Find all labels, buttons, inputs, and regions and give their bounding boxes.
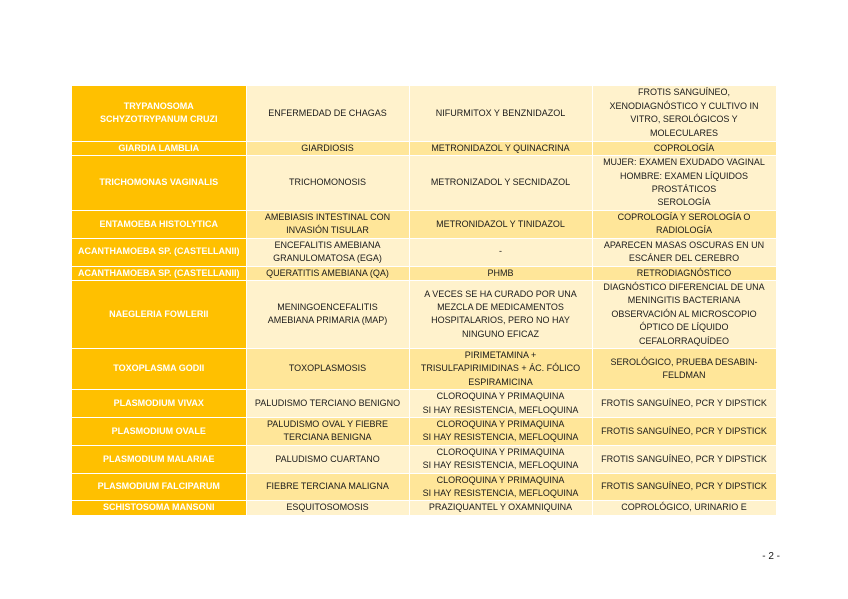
diagnosis-cell: COPROLOGÍA Y SEROLOGÍA O RADIOLOGÍA	[592, 210, 776, 238]
treatment-cell: CLOROQUINA Y PRIMAQUINA SI HAY RESISTENCIA, MEFLOQUINA	[409, 473, 592, 501]
table-row	[72, 238, 776, 266]
organism-cell: PLASMODIUM MALARIAE	[72, 445, 246, 473]
treatment-cell: PRAZIQUANTEL Y OXAMNIQUINA	[409, 501, 592, 515]
organism-cell: ACANTHAMOEBA SP. (CASTELLANII)	[72, 238, 246, 266]
diagnosis-cell: COPROLÓGICO, URINARIO E	[592, 501, 776, 515]
treatment-cell: CLOROQUINA Y PRIMAQUINA SI HAY RESISTENCIA, MEFLOQUINA	[409, 390, 592, 418]
disease-cell: QUERATITIS AMEBIANA (QA)	[246, 266, 409, 280]
diagnosis-cell: SEROLÓGICO, PRUEBA DESABIN- FELDMAN	[592, 348, 776, 389]
table-row	[72, 141, 776, 155]
diagnosis-cell: FROTIS SANGUÍNEO, PCR Y DIPSTICK	[592, 473, 776, 501]
table-row	[72, 155, 776, 210]
diagnosis-cell: FROTIS SANGUÍNEO, PCR Y DIPSTICK	[592, 418, 776, 446]
diagnosis-cell: DIAGNÓSTICO DIFERENCIAL DE UNA MENINGITIS BACTERIANA OBSERVACIÓN AL MICROSCOPIO ÓPTICO DE LÍQUIDO CEFALORRAQUÍDEO	[592, 280, 776, 348]
diagnosis-cell: MUJER: EXAMEN EXUDADO VAGINAL HOMBRE: EXAMEN LÍQUIDOS PROSTÁTICOS SEROLOGÍA	[592, 155, 776, 210]
organism-cell: ACANTHAMOEBA SP. (CASTELLANII)	[72, 266, 246, 280]
treatment-cell: A VECES SE HA CURADO POR UNA MEZCLA DE MEDICAMENTOS HOSPITALARIOS, PERO NO HAY NINGUNO EFICAZ	[409, 280, 592, 348]
diagnosis-cell: FROTIS SANGUÍNEO, XENODIAGNÓSTICO Y CULTIVO IN VITRO, SEROLÓGICOS Y MOLECULARES	[592, 86, 776, 141]
organism-cell: PLASMODIUM FALCIPARUM	[72, 473, 246, 501]
disease-cell: ENFERMEDAD DE CHAGAS	[246, 86, 409, 141]
disease-cell: TRICHOMONOSIS	[246, 155, 409, 210]
table-row	[72, 348, 776, 389]
organism-cell: GIARDIA LAMBLIA	[72, 141, 246, 155]
organism-cell: TRYPANOSOMA SCHYZOTRYPANUM CRUZI	[72, 86, 246, 141]
diagnosis-cell: RETRODIAGNÓSTICO	[592, 266, 776, 280]
organism-cell: PLASMODIUM OVALE	[72, 418, 246, 446]
parasite-table-body	[72, 86, 776, 515]
diagnosis-cell: COPROLOGÍA	[592, 141, 776, 155]
treatment-cell: PIRIMETAMINA + TRISULFAPIRIMIDINAS + ÁC. FÓLICO ESPIRAMICINA	[409, 348, 592, 389]
disease-cell: AMEBIASIS INTESTINAL CON INVASIÓN TISULAR	[246, 210, 409, 238]
table-row	[72, 390, 776, 418]
diagnosis-cell: FROTIS SANGUÍNEO, PCR Y DIPSTICK	[592, 445, 776, 473]
table-row	[72, 501, 776, 515]
treatment-cell: -	[409, 238, 592, 266]
treatment-cell: METRONIZADOL Y SECNIDAZOL	[409, 155, 592, 210]
disease-cell: ENCEFALITIS AMEBIANA GRANULOMATOSA (EGA)	[246, 238, 409, 266]
diagnosis-cell: APARECEN MASAS OSCURAS EN UN ESCÁNER DEL CEREBRO	[592, 238, 776, 266]
page-number: - 2 -	[762, 551, 780, 562]
treatment-cell: CLOROQUINA Y PRIMAQUINA SI HAY RESISTENCIA, MEFLOQUINA	[409, 418, 592, 446]
disease-cell: MENINGOENCEFALITIS AMEBIANA PRIMARIA (MAP)	[246, 280, 409, 348]
organism-cell: PLASMODIUM VIVAX	[72, 390, 246, 418]
organism-cell: SCHISTOSOMA MANSONI	[72, 501, 246, 515]
disease-cell: PALUDISMO OVAL Y FIEBRE TERCIANA BENIGNA	[246, 418, 409, 446]
disease-cell: PALUDISMO TERCIANO BENIGNO	[246, 390, 409, 418]
organism-cell: TOXOPLASMA GODII	[72, 348, 246, 389]
treatment-cell: METRONIDAZOL Y QUINACRINA	[409, 141, 592, 155]
disease-cell: TOXOPLASMOSIS	[246, 348, 409, 389]
organism-cell: ENTAMOEBA HISTOLYTICA	[72, 210, 246, 238]
disease-cell: GIARDIOSIS	[246, 141, 409, 155]
disease-cell: FIEBRE TERCIANA MALIGNA	[246, 473, 409, 501]
organism-cell: NAEGLERIA FOWLERII	[72, 280, 246, 348]
treatment-cell: METRONIDAZOL Y TINIDAZOL	[409, 210, 592, 238]
organism-cell: TRICHOMONAS VAGINALIS	[72, 155, 246, 210]
treatment-cell: NIFURMITOX Y BENZNIDAZOL	[409, 86, 592, 141]
table-row	[72, 418, 776, 446]
disease-cell: ESQUITOSOMOSIS	[246, 501, 409, 515]
table-row	[72, 280, 776, 348]
parasite-table	[72, 86, 777, 516]
disease-cell: PALUDISMO CUARTANO	[246, 445, 409, 473]
diagnosis-cell: FROTIS SANGUÍNEO, PCR Y DIPSTICK	[592, 390, 776, 418]
table-row	[72, 445, 776, 473]
table-row	[72, 473, 776, 501]
table-row	[72, 266, 776, 280]
table-row	[72, 210, 776, 238]
table-row	[72, 86, 776, 141]
treatment-cell: CLOROQUINA Y PRIMAQUINA SI HAY RESISTENCIA, MEFLOQUINA	[409, 445, 592, 473]
treatment-cell: PHMB	[409, 266, 592, 280]
